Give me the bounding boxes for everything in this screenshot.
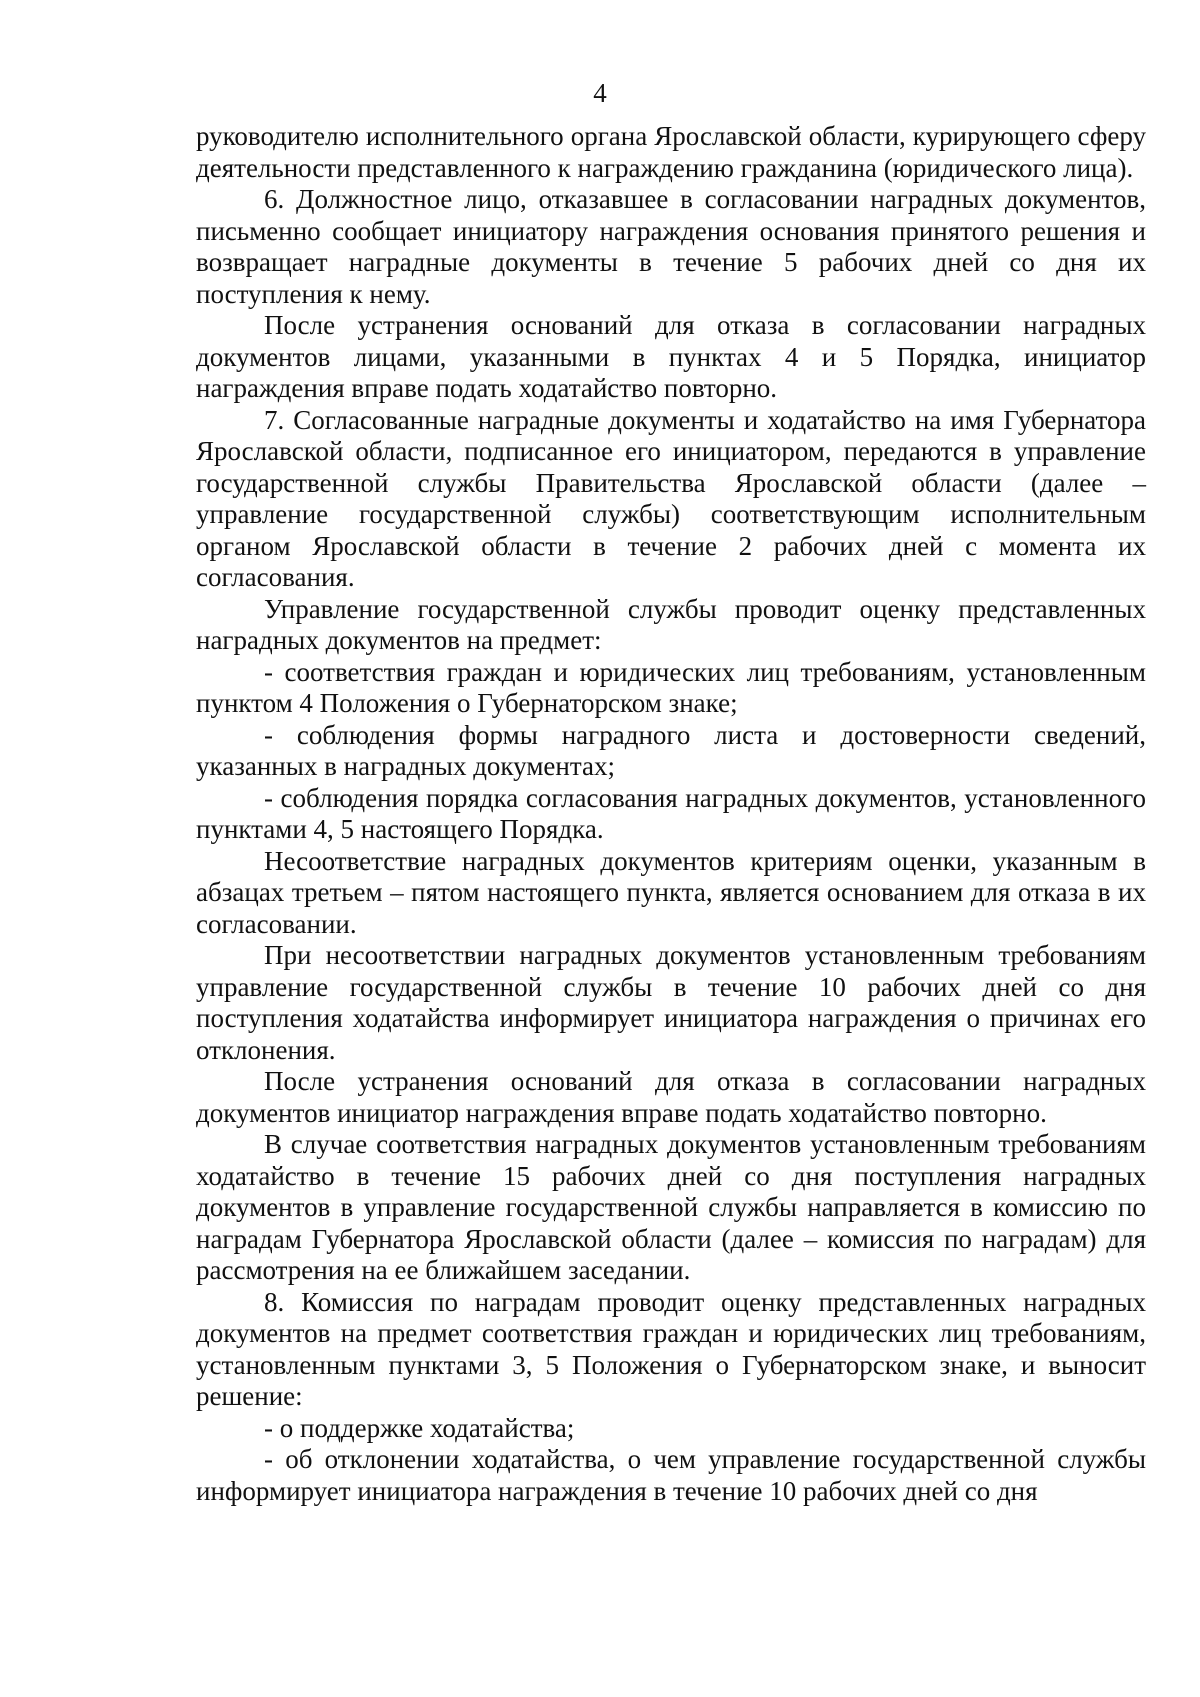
list-item: - соблюдения порядка согласования наградных документов, установленного пунктами 4, 5 настоящего Порядка. [196, 782, 1146, 844]
paragraph: 7. Согласованные наградные документы и ходатайство на имя Губернатора Ярославской области, подписанное его инициатором, передаются в управление государственной службы Правительства Ярославской области (далее – управление государственной службы) соответствующим исполнительным органом Ярославской области в течение 2 рабочих дней с момента их согласования. [196, 404, 1146, 592]
list-item: - об отклонении ходатайства, о чем управление государственной службы информирует инициатора награждения в течение 10 рабочих дней со дня [196, 1444, 1146, 1506]
paragraph: При несоответствии наградных документов установленным требованиям управление государственной службы в течение 10 рабочих дней со дня поступления ходатайства информирует инициатора награждения о причинах его отклонения. [196, 940, 1146, 1065]
paragraph: После устранения оснований для отказа в согласовании наградных документов лицами, указанными в пунктах 4 и 5 Порядка, инициатор награждения вправе подать ходатайство повторно. [196, 310, 1146, 403]
list-item: - соответствия граждан и юридических лиц требованиям, установленным пунктом 4 Положения о Губернаторском знаке; [196, 656, 1146, 718]
page-number: 4 [593, 78, 607, 108]
paragraph: руководителю исполнительного органа Ярославской области, курирующего сферу деятельности представленного к награждению гражданина (юридического лица). [196, 121, 1146, 183]
paragraph: После устранения оснований для отказа в согласовании наградных документов инициатор награждения вправе подать ходатайство повторно. [196, 1066, 1146, 1128]
paragraph: Управление государственной службы проводит оценку представленных наградных документов на предмет: [196, 593, 1146, 655]
list-item: - о поддержке ходатайства; [264, 1412, 575, 1443]
paragraph: 8. Комиссия по наградам проводит оценку представленных наградных документов на предмет соответствия граждан и юридических лиц требованиям, установленным пунктами 3, 5 Положения о Губернаторском знаке, и выносит решение: [196, 1286, 1146, 1411]
document-body [196, 121, 1146, 1507]
list-item: - соблюдения формы наградного листа и достоверности сведений, указанных в наградных документах; [196, 719, 1146, 781]
paragraph: В случае соответствия наградных документов установленным требованиям ходатайство в течение 15 рабочих дней со дня поступления наградных документов в управление государственной службы направляется в комиссию по наградам Губернатора Ярославской области (далее – комиссия по наградам) для рассмотрения на ее ближайшем заседании. [196, 1129, 1146, 1285]
paragraph: Несоответствие наградных документов критериям оценки, указанным в абзацах третьем – пятом настоящего пункта, является основанием для отказа в их согласовании. [196, 845, 1146, 939]
paragraph: 6. Должностное лицо, отказавшее в согласовании наградных документов, письменно сообщает инициатору награждения основания принятого решения и возвращает наградные документы в течение 5 рабочих дней со дня их поступления к нему. [196, 184, 1146, 309]
